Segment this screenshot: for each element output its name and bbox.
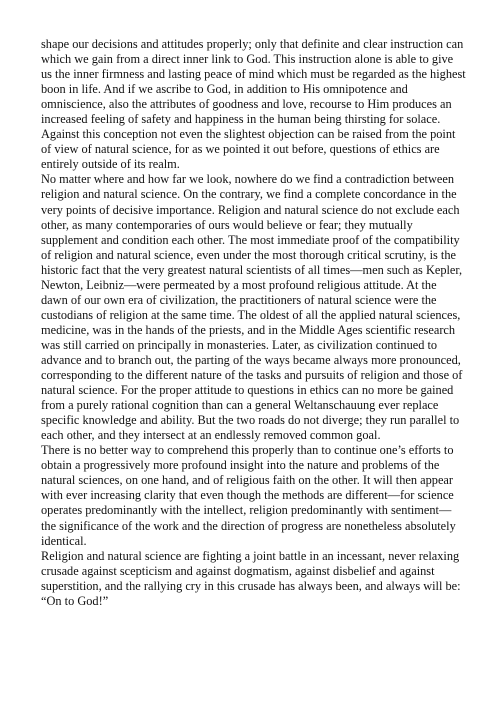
document-page: [41, 37, 466, 609]
paragraph-comprehension: There is no better way to comprehend this properly than to continue one’s efforts to obtain a progressively more profound insight into the nature and problems of the natural sciences, on one hand, and of religious faith on the other. It will then appear with ever increasing clarity that even though the methods are different—for science operates predominantly with the intellect, religion predominantly with sentiment—the significance of the work and the direction of progress are nonetheless absolutely identical.: [41, 443, 456, 548]
paragraph-joint-battle: Religion and natural science are fighting a joint battle in an incessant, never relaxing crusade against scepticism and against dogmatism, against disbelief and against superstition, and the rallying cry in this crusade has always been, and always will be: “On to God!”: [41, 548, 461, 608]
paragraph-ethics-and-god: shape our decisions and attitudes properly; only that definite and clear instruction can which we gain from a direct inner link to God. This instruction alone is able to give us the inner firmness and lasting peace of mind which must be regarded as the highest boon in life. And if we ascribe to God, in addition to His omnipotence and omniscience, also the attributes of goodness and love, recourse to Him produces an increased feeling of safety and happiness in the human being thirsting for solace. Against this conception not even the slightest objection can be raised from the point of view of natural science, for as we pointed it out before, questions of ethics are entirely outside of its realm.: [41, 37, 466, 172]
paragraph-religion-and-science-concordance: No matter where and how far we look, nowhere do we find a contradiction between religion and natural science. On the contrary, we find a complete concordance in the very points of decisive importance. Religion and natural science do not exclude each other, as many contemporaries of ours would believe or fear; they mutually supplement and condition each other. The most immediate proof of the compatibility of religion and natural science, even under the most thorough critical scrutiny, is the historic fact that the very greatest natural scientists of all times—men such as Kepler, Newton, Leibniz—were permeated by a most profound religious attitude. At the dawn of our own era of civilization, the practitioners of natural science were the custodians of religion at the same time. The oldest of all the applied natural sciences, medicine, was in the hands of the priests, and in the Middle Ages scientific research was still carried on principally in monasteries. Later, as civilization continued to advance and to branch out, the parting of the ways became always more pronounced, corresponding to the different nature of the tasks and pursuits of religion and those of natural science. For the proper attitude to questions in ethics can no more be gained from a purely rational cognition than can a general Weltanschauung ever replace specific knowledge and ability. But the two roads do not diverge; they run parallel to each other, and they intersect at an endlessly removed common goal.: [41, 172, 463, 443]
